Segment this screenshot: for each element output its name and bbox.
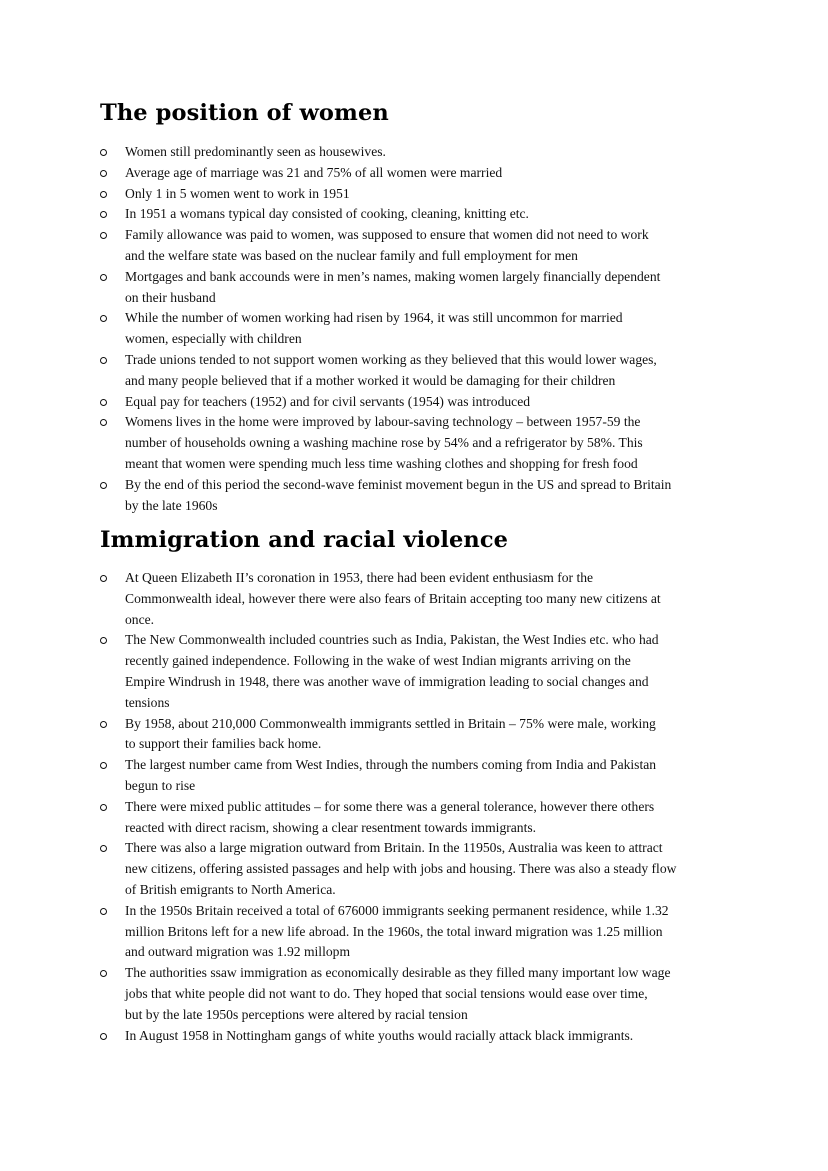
list-item <box>0 142 735 163</box>
list-item-text: Only 1 in 5 women went to work in 1951 <box>125 185 350 201</box>
list-item-text: In August 1958 in Nottingham gangs of white youths would racially attack black immigrants. <box>125 1027 634 1043</box>
list-item <box>0 838 735 900</box>
immigration-bullet-list <box>0 568 828 1046</box>
list-item <box>0 568 735 630</box>
bullet-circle-icon <box>100 762 107 769</box>
list-item <box>0 714 735 756</box>
bullet-circle-icon <box>100 575 107 582</box>
bullet-circle-icon <box>100 908 107 915</box>
list-item <box>0 1026 735 1047</box>
list-item <box>0 630 735 713</box>
list-item <box>0 267 735 309</box>
list-item-text: The New Commonwealth included countries such as India, Pakistan, the West Indies etc. who had recently gained independence. Following in the wake of west Indian migrants arriving on the Empire Windrush in 1948, there was another wave of immigration leading to social changes and tensions <box>125 632 659 710</box>
bullet-circle-icon <box>100 1033 107 1040</box>
bullet-circle-icon <box>100 232 107 239</box>
list-item <box>0 308 735 350</box>
list-item <box>0 901 735 963</box>
list-item-text: The largest number came from West Indies, through the numbers coming from India and Pakistan begun to rise <box>125 757 657 793</box>
section-heading-women: The position of women <box>100 100 389 126</box>
list-item <box>0 184 735 205</box>
list-item-text: There was also a large migration outward from Britain. In the 11950s, Australia was keen to attract new citizens, offering assisted passages and help with jobs and housing. There was also a steady flow of British emigrants to North America. <box>125 840 677 897</box>
bullet-circle-icon <box>100 637 107 644</box>
section-heading-immigration: Immigration and racial violence <box>100 527 509 553</box>
bullet-circle-icon <box>100 274 107 281</box>
list-item-text: While the number of women working had risen by 1964, it was still uncommon for married women, especially with children <box>125 310 623 347</box>
list-item <box>0 204 735 225</box>
list-item <box>0 225 735 267</box>
bullet-circle-icon <box>100 315 107 322</box>
bullet-circle-icon <box>100 845 107 852</box>
list-item <box>0 797 735 839</box>
bullet-circle-icon <box>100 191 107 198</box>
list-item-text: In 1951 a womans typical day consisted of cooking, cleaning, knitting etc. <box>125 206 529 222</box>
list-item-text: Equal pay for teachers (1952) and for civil servants (1954) was introduced <box>125 393 531 409</box>
list-item <box>0 392 735 413</box>
list-item-text: Women still predominantly seen as housewives. <box>125 144 386 159</box>
list-item <box>0 755 735 797</box>
bullet-circle-icon <box>100 170 107 177</box>
list-item <box>0 963 735 1025</box>
bullet-circle-icon <box>100 357 107 364</box>
list-item <box>0 412 735 474</box>
list-item-text: Average age of marriage was 21 and 75% of all women were married <box>125 164 503 180</box>
list-item <box>0 163 735 184</box>
women-bullet-list <box>0 142 828 516</box>
list-item <box>0 350 735 392</box>
bullet-circle-icon <box>100 804 107 811</box>
list-item <box>0 475 735 517</box>
list-item-text: The authorities ssaw immigration as economically desirable as they filled many important low wage jobs that white people did not want to do. They hoped that social tensions would ease over time, but by the late 1950s perceptions were altered by racial tension <box>125 965 671 1022</box>
bullet-circle-icon <box>100 149 107 156</box>
list-item-text: In the 1950s Britain received a total of 676000 immigrants seeking permanent residence, while 1.32 million Britons left for a new life abroad. In the 1960s, the total inward migration was 1.25 million and outward migration was 1.92 millopm <box>125 902 669 960</box>
bullet-circle-icon <box>100 482 107 489</box>
list-item-text: Womens lives in the home were improved by labour-saving technology – between 1957-59 the number of households owning a washing machine rose by 54% and a refrigerator by 58%. This meant that women were spending much less time washing clothes and shopping for fresh food <box>125 414 643 471</box>
list-item-text: At Queen Elizabeth II’s coronation in 1953, there had been evident enthusiasm for the Commonwealth ideal, however there were also fears of Britain accepting too many new citizens at once. <box>125 570 661 627</box>
list-item-text: Family allowance was paid to women, was supposed to ensure that women did not need to work and the welfare state was based on the nuclear family and full employment for men <box>125 227 649 263</box>
list-item-text: There were mixed public attitudes – for some there was a general tolerance, however there others reacted with direct racism, showing a clear resentment towards immigrants. <box>125 798 655 835</box>
bullet-circle-icon <box>100 419 107 426</box>
list-item-text: By 1958, about 210,000 Commonwealth immigrants settled in Britain – 75% were male, working to support their families back home. <box>125 715 656 752</box>
bullet-circle-icon <box>100 399 107 406</box>
list-item-text: Mortgages and bank accounds were in men’s names, making women largely financially dependent on their husband <box>125 268 661 305</box>
bullet-circle-icon <box>100 721 107 728</box>
list-item-text: By the end of this period the second-wave feminist movement begun in the US and spread to Britain by the late 1960s <box>125 476 672 513</box>
bullet-circle-icon <box>100 970 107 977</box>
bullet-circle-icon <box>100 211 107 218</box>
list-item-text: Trade unions tended to not support women working as they believed that this would lower wages, and many people believed that if a mother worked it would be damaging for their children <box>125 351 657 388</box>
